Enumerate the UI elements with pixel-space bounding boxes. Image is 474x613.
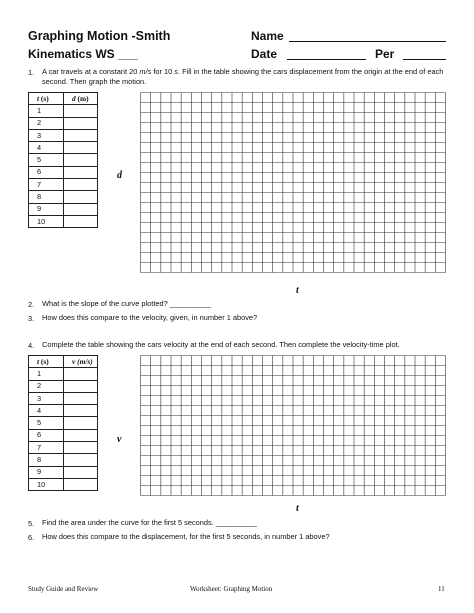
graph-2-y-axis-label: v bbox=[117, 434, 122, 445]
table-row: 2 bbox=[29, 117, 98, 129]
table-row: 8 bbox=[29, 191, 98, 203]
question-3-text: How does this compare to the velocity, given, in number 1 above? bbox=[42, 313, 258, 322]
time-column-header: t (s) bbox=[29, 93, 64, 105]
velocity-cell[interactable] bbox=[64, 405, 98, 417]
table-row: 3 bbox=[29, 129, 98, 141]
table-row: 4 bbox=[29, 142, 98, 154]
worksheet-title: Graphing Motion -Smith bbox=[28, 29, 171, 43]
displacement-cell[interactable] bbox=[64, 215, 98, 227]
table-row: 8 bbox=[29, 454, 98, 466]
question-1-text: A car travels at a constant 20 m/s for 10 s. Fill in the table showing the cars displacement from the origin at the end of each second. Then graph the motion. bbox=[42, 67, 444, 86]
table-row: 7 bbox=[29, 442, 98, 454]
displacement-cell[interactable] bbox=[64, 154, 98, 166]
displacement-cell[interactable] bbox=[64, 166, 98, 178]
graph-2-x-axis-label: t bbox=[296, 503, 299, 514]
displacement-table bbox=[28, 92, 98, 228]
date-label: Date bbox=[251, 47, 278, 61]
velocity-cell[interactable] bbox=[64, 380, 98, 392]
question-6-number: 6. bbox=[28, 533, 35, 542]
question-4-number: 4. bbox=[28, 341, 35, 350]
velocity-cell[interactable] bbox=[64, 466, 98, 478]
table-row: 10 bbox=[29, 215, 98, 227]
question-5-text: Find the area under the curve for the first 5 seconds. __________ bbox=[42, 518, 257, 527]
question-1-number: 1. bbox=[28, 68, 35, 77]
table-row: 1 bbox=[29, 368, 98, 380]
velocity-time-grid[interactable] bbox=[140, 355, 446, 496]
displacement-cell[interactable] bbox=[64, 105, 98, 117]
velocity-cell[interactable] bbox=[64, 454, 98, 466]
period-label: Per bbox=[375, 47, 395, 61]
table-row: 3 bbox=[29, 392, 98, 404]
displacement-cell[interactable] bbox=[64, 117, 98, 129]
table-row: 2 bbox=[29, 380, 98, 392]
velocity-cell[interactable] bbox=[64, 417, 98, 429]
velocity-cell[interactable] bbox=[64, 442, 98, 454]
date-field[interactable] bbox=[287, 47, 366, 60]
question-5-number: 5. bbox=[28, 519, 35, 528]
displacement-column-header: d (m) bbox=[64, 93, 98, 105]
question-6-text: How does this compare to the displacement, for the first 5 seconds, in number 1 above? bbox=[42, 532, 330, 541]
table-row: 6 bbox=[29, 166, 98, 178]
table-row: 5 bbox=[29, 154, 98, 166]
table-row: 9 bbox=[29, 466, 98, 478]
footer-center: Worksheet: Graphing Motion bbox=[190, 585, 273, 593]
period-field[interactable] bbox=[403, 47, 446, 60]
worksheet-subtitle: Kinematics WS ___ bbox=[28, 47, 139, 61]
page-number: 11 bbox=[438, 585, 445, 593]
question-2-number: 2. bbox=[28, 300, 35, 309]
velocity-cell[interactable] bbox=[64, 392, 98, 404]
velocity-column-header: v (m/s) bbox=[64, 356, 98, 368]
name-label: Name bbox=[251, 29, 284, 43]
velocity-table bbox=[28, 355, 98, 491]
displacement-cell[interactable] bbox=[64, 129, 98, 141]
displacement-cell[interactable] bbox=[64, 179, 98, 191]
time-column-header: t (s) bbox=[29, 356, 64, 368]
table-row: 10 bbox=[29, 478, 98, 490]
name-field[interactable] bbox=[289, 29, 446, 42]
table-row: 5 bbox=[29, 417, 98, 429]
displacement-cell[interactable] bbox=[64, 203, 98, 215]
displacement-time-grid[interactable] bbox=[140, 92, 446, 273]
table-row: 1 bbox=[29, 105, 98, 117]
table-row: 6 bbox=[29, 429, 98, 441]
question-2-text: What is the slope of the curve plotted? __________ bbox=[42, 299, 211, 308]
velocity-cell[interactable] bbox=[64, 368, 98, 380]
question-4-text: Complete the table showing the cars velocity at the end of each second. Then complete the velocity-time plot. bbox=[42, 340, 400, 349]
displacement-cell[interactable] bbox=[64, 191, 98, 203]
table-row: 7 bbox=[29, 179, 98, 191]
displacement-cell[interactable] bbox=[64, 142, 98, 154]
graph-1-x-axis-label: t bbox=[296, 285, 299, 296]
question-3-number: 3. bbox=[28, 314, 35, 323]
velocity-cell[interactable] bbox=[64, 429, 98, 441]
footer-left: Study Guide and Review bbox=[28, 585, 99, 593]
table-row: 4 bbox=[29, 405, 98, 417]
table-row: 9 bbox=[29, 203, 98, 215]
graph-1-y-axis-label: d bbox=[117, 170, 122, 181]
velocity-cell[interactable] bbox=[64, 478, 98, 490]
